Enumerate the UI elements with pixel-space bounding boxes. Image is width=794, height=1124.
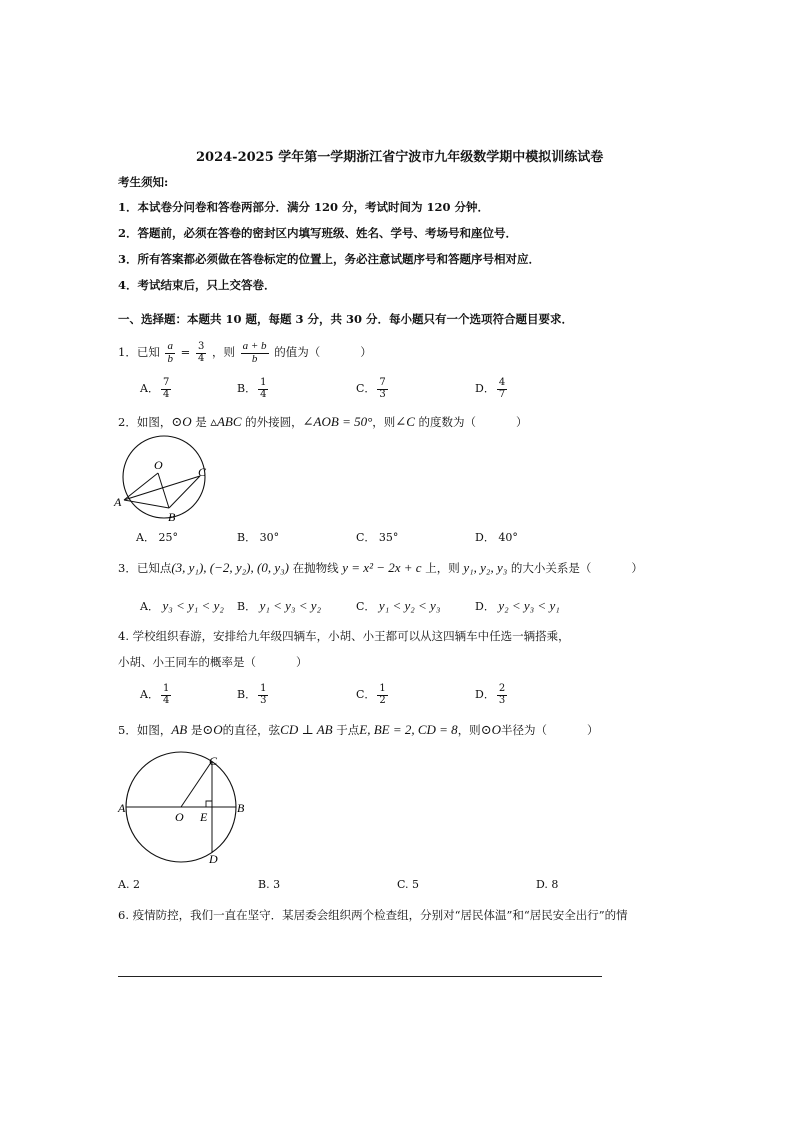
question-3: 3．已知点(3, y₁), (−2, y₂), (0, y₃) 在抛物线 y = x² − 2x + c 上，则 y₁, y₂, y₃ 的大小关系是（ ）	[118, 560, 643, 575]
q2-option-c[interactable]: C． 35°	[356, 531, 399, 544]
q5-label-a: A	[118, 801, 126, 815]
q3-option-a[interactable]: A． y₃ < y₁ < y₂	[140, 598, 224, 613]
notice-item-2: 2．答题前，必须在答卷的密封区内填写班级、姓名、学号、考场号和座位号．	[118, 226, 517, 240]
q5-right-angle-mark	[206, 801, 212, 807]
section-heading: 一、选择题：本题共 10 题，每题 3 分，共 30 分．每小题只有一个选项符合题目要求．	[118, 312, 574, 326]
q1-suffix: 的值为（	[274, 345, 321, 360]
q2-circle-figure	[112, 433, 216, 525]
q3-option-b[interactable]: B． y₁ < y₃ < y₂	[237, 598, 322, 613]
q1-option-c[interactable]: C． $\frac{7}{3}$	[356, 377, 386, 400]
q1-mid: ，则	[211, 345, 235, 360]
q1-given-fraction-left: $\frac{a}{b}$	[167, 340, 173, 365]
footer-divider	[118, 976, 602, 977]
q4-option-c[interactable]: C． $\frac{1}{2}$	[356, 683, 386, 706]
page-title: 2024-2025 学年第一学期浙江省宁波市九年级数学期中模拟训练试卷	[196, 150, 604, 165]
q1-option-d[interactable]: D． $\frac{4}{7}$	[475, 377, 506, 400]
q5-label-o: O	[175, 810, 184, 824]
q2-option-d[interactable]: D． 40°	[475, 531, 518, 544]
q5-option-a[interactable]: A. 2	[118, 878, 140, 891]
q5-option-d[interactable]: D. 8	[536, 878, 559, 891]
q2-option-a[interactable]: A． 25°	[136, 531, 178, 544]
q3-option-d[interactable]: D． y₂ < y₃ < y₁	[475, 598, 560, 613]
question-6-line-1: 6. 疫情防控，我们一直在坚守．某居委会组织两个检查组，分别对“居民体温”和“居民安全出行”的情	[118, 908, 628, 922]
question-1: 1．已知 $\frac{a}{b}$ = $\frac{3}{4}$ ，则 $\frac{a + b}{b}$ 的值为（ ）	[118, 340, 372, 365]
q1-equals: =	[180, 345, 191, 360]
question-5: 5．如图，AB 是⊙O的直径，弦CD ⊥ AB 于点E, BE = 2, CD = 8，则⊙O半径为（ ）	[118, 722, 599, 737]
question-4-line-2: 小胡、小王同车的概率是（ ）	[118, 655, 308, 669]
q4-option-a[interactable]: A． $\frac{1}{4}$	[140, 683, 170, 706]
q5-label-e: E	[200, 810, 208, 824]
q1-option-a[interactable]: A． $\frac{7}{4}$	[140, 377, 170, 400]
q1-given-fraction-right: $\frac{3}{4}$	[197, 341, 205, 364]
q2-label-a: A	[114, 495, 122, 509]
q2-segment-ob	[158, 473, 169, 508]
q2-circle	[123, 436, 205, 518]
notice-item-4: 4．考试结束后，只上交答卷．	[118, 278, 276, 292]
q5-option-c[interactable]: C. 5	[397, 878, 420, 891]
notice-item-1: 1．本试卷分问卷和答卷两部分．满分 120 分，考试时间为 120 分钟．	[118, 200, 490, 214]
q2-label-c: C	[198, 465, 207, 479]
q5-label-c: C	[209, 754, 218, 768]
question-4-line-1: 4. 学校组织春游，安排给九年级四辆车，小胡、小王都可以从这四辆车中任选一辆搭乘，	[118, 629, 570, 643]
q2-segment-ab	[124, 500, 169, 508]
q5-label-d: D	[209, 852, 218, 866]
q2-option-b[interactable]: B． 30°	[237, 531, 280, 544]
q2-segment-oa	[124, 473, 158, 500]
q4-option-b[interactable]: B． $\frac{1}{3}$	[237, 683, 267, 706]
q5-circle-figure	[116, 750, 264, 870]
q5-option-b[interactable]: B. 3	[258, 878, 281, 891]
q3-option-c[interactable]: C． y₁ < y₂ < y₃	[356, 598, 441, 613]
notice-heading: 考生须知:	[118, 175, 169, 189]
q4-option-d[interactable]: D． $\frac{2}{3}$	[475, 683, 506, 706]
q5-label-b: B	[237, 801, 245, 815]
q5-radius-oc	[181, 761, 212, 807]
q1-expression: $\frac{a + b}{b}$	[242, 340, 267, 365]
q2-label-b: B	[168, 510, 176, 524]
notice-item-3: 3．所有答案都必须做在答卷标定的位置上，务必注意试题序号和答题序号相对应．	[118, 252, 540, 266]
q1-prefix: 1．已知	[118, 345, 160, 360]
q2-label-o: O	[154, 458, 163, 472]
question-2: 2．如图，⊙O 是 ▵ABC 的外接圆，∠AOB = 50°，则∠C 的度数为（ ）	[118, 414, 528, 429]
q1-option-b[interactable]: B． $\frac{1}{4}$	[237, 377, 267, 400]
